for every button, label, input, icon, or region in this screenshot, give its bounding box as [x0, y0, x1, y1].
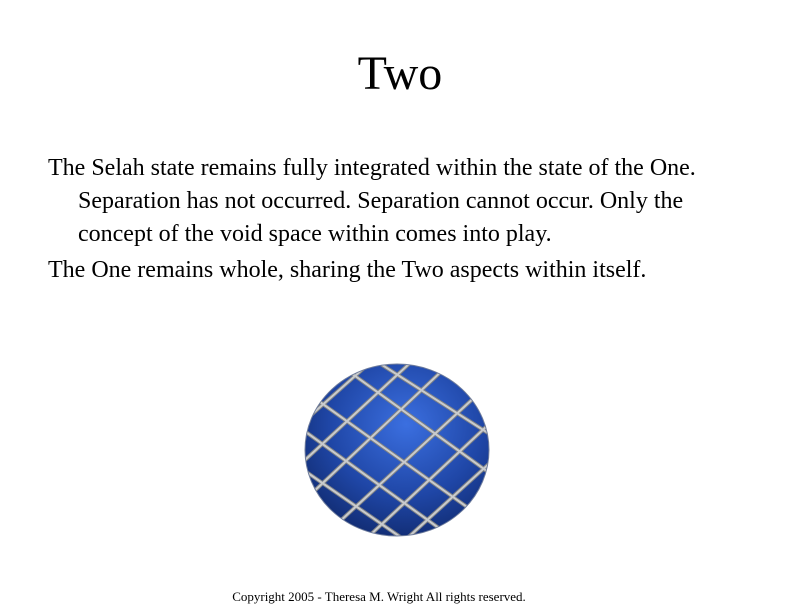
paragraph-one-remains-whole: The One remains whole, sharing the Two aspects within itself. — [48, 257, 647, 283]
chain-link-fence-icon — [302, 362, 492, 540]
slide-body — [48, 152, 724, 290]
slide-title: Two — [357, 47, 443, 100]
paragraph-selah-state: The Selah state remains fully integrated within the state of the One. Separation has not occurred. Separation cannot occur. Only the concept of the void space within comes into play. — [48, 155, 696, 247]
copyright-footer: Copyright 2005 - Theresa M. Wright All rights reserved. — [232, 589, 526, 604]
chain-link-fence-image — [302, 362, 492, 540]
